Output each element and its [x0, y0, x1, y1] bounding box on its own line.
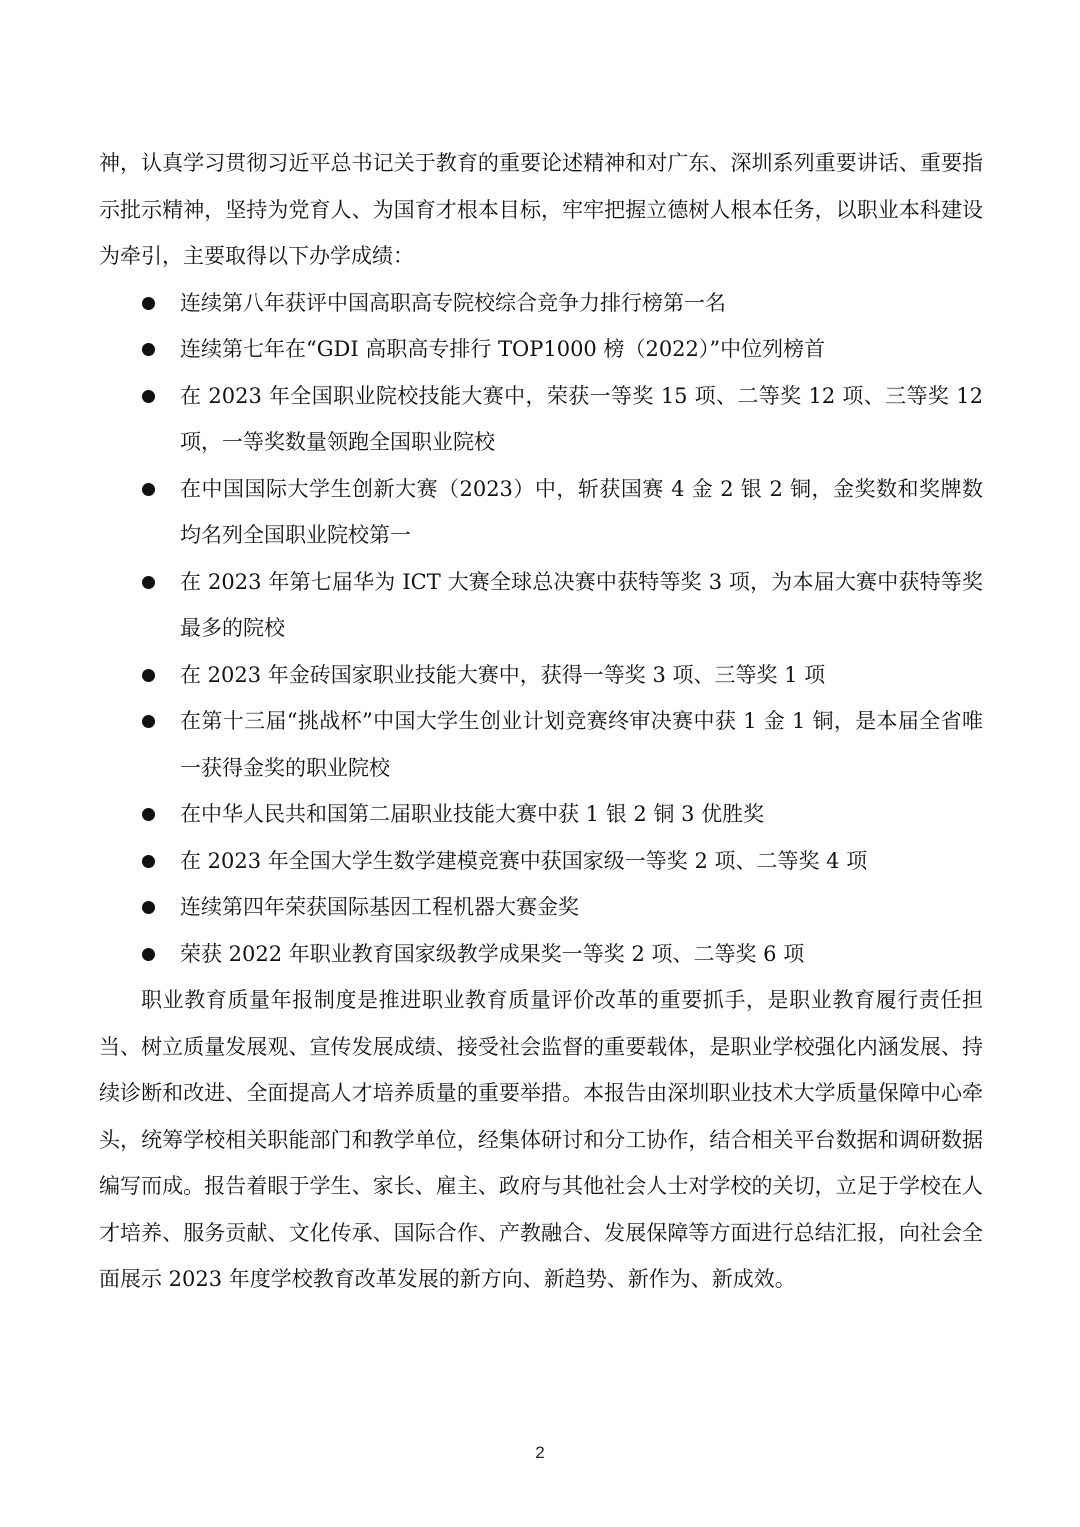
- list-item-text: 连续第四年荣获国际基因工程机器大赛金奖: [180, 895, 579, 919]
- bullet-icon: [142, 669, 155, 682]
- bullet-icon: [142, 390, 155, 403]
- closing-paragraph: 职业教育质量年报制度是推进职业教育质量评价改革的重要抓手，是职业教育履行责任担当、树立质量发展观、宣传发展成绩、接受社会监督的重要载体，是职业学校强化内涵发展、持续诊断和改进、全面提高人才培养质量的重要举措。本报告由深圳职业技术大学质量保障中心牵头，统筹学校相关职能部门和教学单位，经集体研讨和分工协作，结合相关平台数据和调研数据编写而成。报告着眼于学生、家长、雇主、政府与其他社会人士对学校的关切，立足于学校在人才培养、服务贡献、文化传承、国际合作、产教融合、发展保障等方面进行总结汇报，向社会全面展示 2023 年度学校教育改革发展的新方向、新趋势、新作为、新成效。: [99, 988, 983, 1291]
- list-item-text: 连续第七年在“GDI 高职高专排行 TOP1000 榜（2022）”中位列榜首: [180, 337, 826, 361]
- list-item: [99, 373, 983, 466]
- list-item: [99, 326, 983, 373]
- bullet-icon: [142, 901, 155, 914]
- list-item: [99, 559, 983, 652]
- list-item: [99, 884, 983, 931]
- list-item-text: 在 2023 年全国大学生数学建模竞赛中获国家级一等奖 2 项、二等奖 4 项: [180, 848, 868, 873]
- bullet-icon: [142, 855, 155, 868]
- list-item-text: 在 2023 年金砖国家职业技能大赛中，获得一等奖 3 项、三等奖 1 项: [180, 662, 826, 687]
- list-item: [99, 280, 983, 327]
- bullet-icon: [142, 715, 155, 728]
- intro-paragraph: 神，认真学习贯彻习近平总书记关于教育的重要论述精神和对广东、深圳系列重要讲话、重要指示批示精神，坚持为党育人、为国育才根本目标，牢牢把握立德树人根本任务，以职业本科建设为牵引，主要取得以下办学成绩：: [99, 151, 983, 268]
- bullet-icon: [142, 297, 155, 310]
- list-item: [99, 791, 983, 838]
- bullet-icon: [142, 948, 155, 961]
- achievement-list: [99, 280, 983, 978]
- bullet-icon: [142, 343, 155, 356]
- bullet-icon: [142, 576, 155, 589]
- list-item-text: 在 2023 年全国职业院校技能大赛中，荣获一等奖 15 项、二等奖 12 项、三等奖 12 项，一等奖数量领跑全国职业院校: [180, 383, 983, 454]
- bullet-icon: [142, 808, 155, 821]
- page-number: 2: [535, 1443, 545, 1462]
- list-item: [99, 931, 983, 978]
- list-item: [99, 698, 983, 791]
- list-item: [99, 652, 983, 699]
- list-item-text: 荣获 2022 年职业教育国家级教学成果奖一等奖 2 项、二等奖 6 项: [180, 941, 805, 966]
- bullet-icon: [142, 483, 155, 496]
- page-content: [99, 140, 983, 1303]
- list-item-text: 连续第八年获评中国高职高专院校综合竞争力排行榜第一名: [180, 290, 726, 315]
- list-item-text: 在中国国际大学生创新大赛（2023）中，斩获国赛 4 金 2 银 2 铜，金奖数和奖牌数均名列全国职业院校第一: [180, 476, 983, 547]
- list-item-text: 在第十三届“挑战杯”中国大学生创业计划竞赛终审决赛中获 1 金 1 铜，是本届全省唯一获得金奖的职业院校: [180, 709, 983, 780]
- list-item: [99, 466, 983, 559]
- list-item-text: 在 2023 年第七届华为 ICT 大赛全球总决赛中获特等奖 3 项，为本届大赛中获特等奖最多的院校: [180, 569, 983, 640]
- list-item-text: 在中华人民共和国第二届职业技能大赛中获 1 银 2 铜 3 优胜奖: [180, 802, 765, 826]
- list-item: [99, 838, 983, 885]
